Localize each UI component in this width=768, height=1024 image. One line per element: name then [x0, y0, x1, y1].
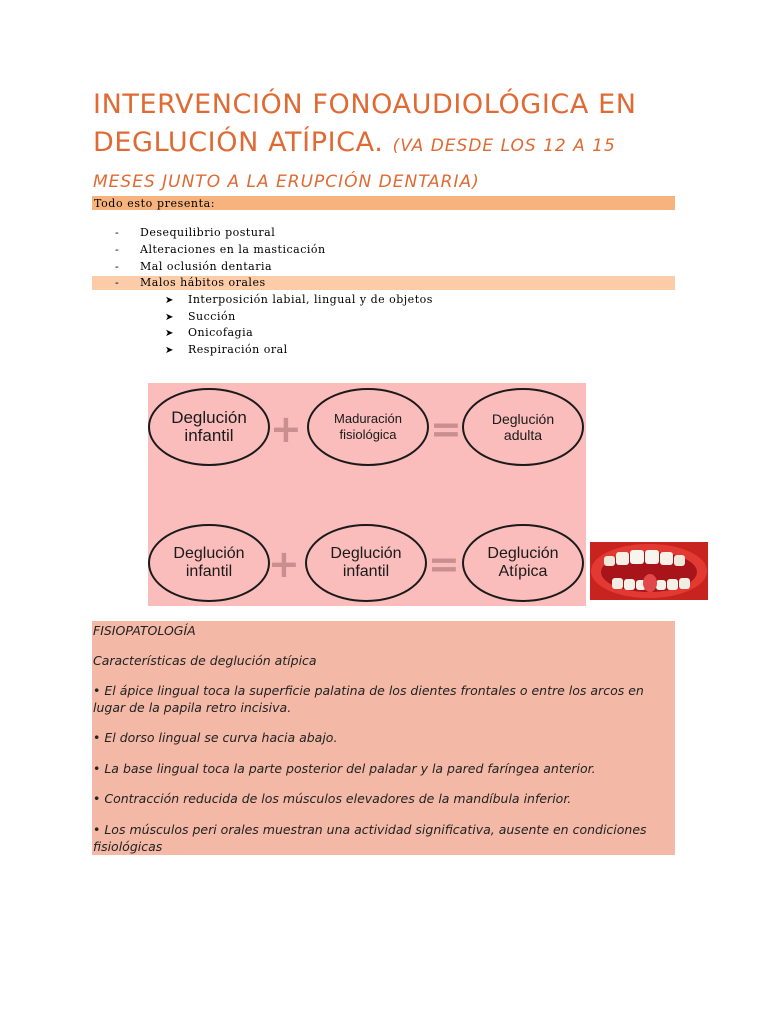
box-bullet: • El dorso lingual se curva hacia abajo. [93, 730, 338, 745]
list-item: - Malos hábitos orales [115, 276, 266, 289]
arrow-bullet-icon: ➤ [165, 328, 174, 339]
box-bullet: • La base lingual toca la parte posterior del paladar y la pared faríngea anterior. [93, 761, 596, 776]
sublist-item: ➤ Succión [165, 310, 236, 323]
oval-adult-deglution: Deglución adulta [462, 388, 584, 466]
sublist-item: ➤ Interposición labial, lingual y de objetos [165, 293, 433, 306]
intro-text: Todo esto presenta: [94, 197, 216, 210]
sublist-item: ➤ Respiración oral [165, 343, 288, 356]
oval-infant-deglution: Deglución infantil [305, 524, 427, 602]
oval-physiological-maturation: Maduración fisiológica [307, 388, 429, 466]
list-item: - Desequilibrio postural [115, 226, 276, 239]
list-item: - Mal oclusión dentaria [115, 260, 273, 273]
page-title [93, 86, 693, 201]
oval-atypical-deglution: Deglución Atípica [462, 524, 584, 602]
oval-infant-deglution: Deglución infantil [148, 524, 270, 602]
sublist-item: ➤ Onicofagia [165, 326, 254, 339]
box-heading: FISIOPATOLOGÍA [93, 623, 196, 638]
plus-icon: + [270, 407, 302, 451]
box-bullet: • El ápice lingual toca la superficie palatina de los dientes frontales o entre los arcos en lugar de la papila retro incisiva. [93, 683, 644, 715]
open-bite-photo [590, 542, 708, 600]
arrow-bullet-icon: ➤ [165, 312, 174, 323]
list-item: - Alteraciones en la masticación [115, 243, 326, 256]
title-line2: DEGLUCIÓN ATÍPICA. [93, 127, 384, 158]
arrow-bullet-icon: ➤ [165, 295, 174, 306]
box-bullet: • Contracción reducida de los músculos elevadores de la mandíbula inferior. [93, 791, 572, 806]
title-subtitle-part1: (VA DESDE LOS 12 A 15 [392, 136, 616, 156]
box-bullet: • Los músculos peri orales muestran una actividad significativa, ausente en condiciones fisiológicas [93, 822, 647, 854]
deglution-diagram [148, 383, 586, 606]
plus-icon: + [268, 542, 300, 586]
box-subheading: Características de deglución atípica [93, 653, 317, 668]
oval-infant-deglution: Deglución infantil [148, 388, 270, 466]
title-subtitle-part2: MESES JUNTO A LA ERUPCIÓN DENTARIA) [93, 172, 480, 192]
pathophysiology-box [92, 621, 675, 855]
title-line1: INTERVENCIÓN FONOAUDIOLÓGICA EN [93, 89, 637, 120]
arrow-bullet-icon: ➤ [165, 345, 174, 356]
equals-icon: = [428, 542, 460, 586]
equals-icon: = [430, 407, 462, 451]
